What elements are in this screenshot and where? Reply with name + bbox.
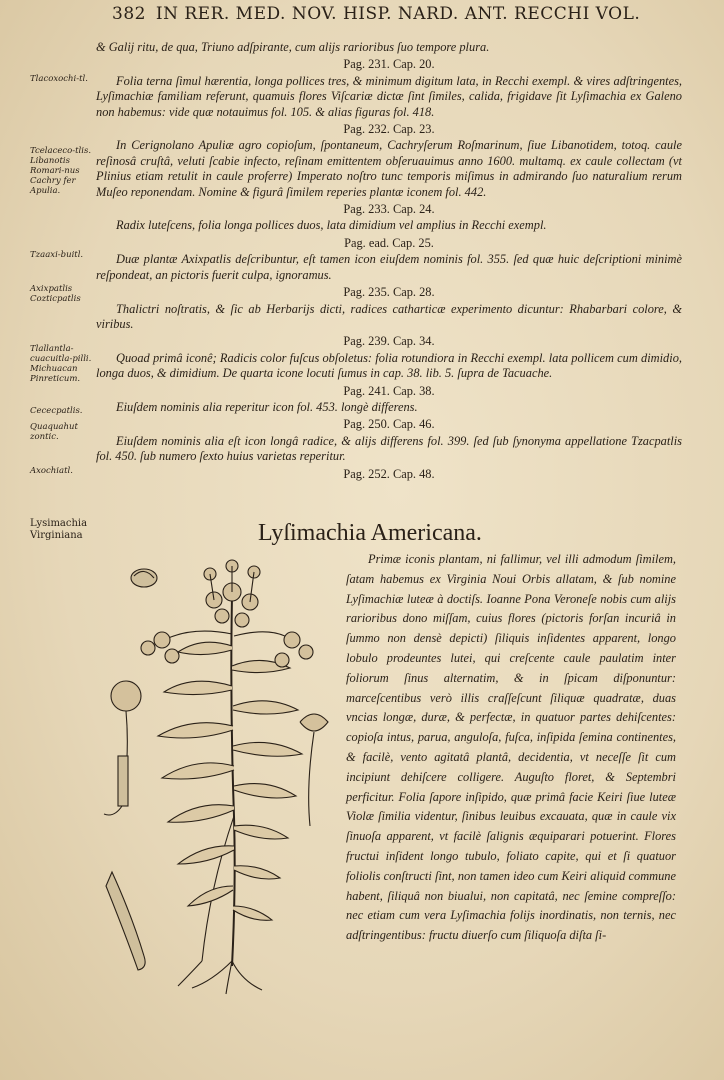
plant-illustration-icon — [92, 556, 342, 996]
paragraph: Quoad primâ iconê; Radicis color fuſcus obſoletus: folia rotundiora in Recchi exempl. lata pollicem cum dimidio, longa duos, & dimidium. De quarta icone locuti ſumus in cap. 38. lib. 5. ſupra de Tacuache. — [96, 350, 682, 381]
running-title: IN RER. MED. NOV. HISP. NARD. ANT. RECCHI VOL. — [155, 4, 641, 24]
margin-note-lysimachia: Lysimachia Virginiana — [30, 518, 88, 541]
right-column-text — [346, 550, 676, 946]
margin-note: Axochiatl. — [30, 466, 73, 476]
chapter-reference: Pag. 233. Cap. 24. — [343, 202, 435, 217]
margin-note: Cececpatlis. — [30, 406, 83, 416]
chapter-reference: Pag. 239. Cap. 34. — [343, 334, 435, 349]
margin-note: Tlacoxochi-tl. — [30, 74, 88, 84]
paragraph: Thalictri noſtratis, & ſic ab Herbarijs dicti, radices catharticæ experimento dicuntur: Rhabarbari colore, & viribus. — [96, 301, 682, 331]
paragraph: In Cerignolano Apuliæ agro copioſum, ſpontaneum, Cachryſerum Roſmarinum, ſiue Libanotidem, totoq. caule reſinosâ cruſtâ, veluti ſcabie infecto, reſinam emittentem obſeruauimus anno 1600. multamq. ex caule collectam (vt Plinius etiam retulit in caule proferre) Imperato noſtro tunc temporis miſimus in admirando ſuo naturalium rerum Muſeo reponendam. Nomine & figurâ ſimilem reperies plantæ iconem fol. 442. — [96, 138, 682, 199]
margin-note: Tzaaxi-buitl. — [30, 250, 84, 260]
paragraph: & Galij ritu, de qua, Triuno adſpirante, cum alijs rarioribus ſuo tempore plura. — [96, 40, 490, 54]
paragraph: Eiuſdem nominis alia reperitur icon fol. 453. longè differens. — [116, 399, 418, 414]
margin-note: Axixpatlis Cozticpatlis — [30, 284, 81, 304]
margin-note: Quaquahut zontic. — [30, 422, 78, 442]
paragraph: Primæ iconis plantam, ni fallimur, vel illi admodum ſimilem, ſatam habemus ex Virginia Noui Orbis allatam, & ſub nomine Lyſimachiæ luteæ à doctiſs. Ioanne Pona Veroneſe nobis cum alijs rarioribus dono miſſam, cuius flores (pictoris forſan incuriâ in ſummo non densè depicti) ſiliquis inſidentes apparent, longo lobulo prodeuntes lutei, qui creſcente caule paulatim inter foliorum ſinus alternatim, & in ſpicam diſponuntur: marceſcentibus verò illis craſſeſcunt ſiliquæ quadratæ, duas vncias longæ, duræ, & perfectæ, in quatuor partes dehiſcentes: copioſa intus, parua, anguloſa, fuſca, inſipida ſemina continentes, & facilè, vento agitatâ plantâ, decidentia, vt neceſſe ſit cum incipiunt dehiſcere colligere. Auguſto floret, & Septembri perficitur. Folia ſapore inſipido, quæ primâ facie Keiri ſiue luteæ Violæ ſimilia videntur, ſinibus leuibus excauata, quæ in caule vix ſinuoſa apparent, vt facilè ſalignis æquiparari potuerint. Flores fructui inſident longo tubulo, foliato capite, qui et ſi quatuor foliolis conſtructi ſint, non tamen ideo cum Keiri aliquid commune habent, ſiliquâ non biualui, non capitatâ, nec ſemine compreſſo: nec etiam cum vera Lyſimachia folijs inordinatis, non ternis, nec adſtringentibus: fructu diuerſo cum ſiliquoſa diſta ſi- — [346, 552, 676, 943]
chapter-reference: Pag. 232. Cap. 23. — [343, 122, 435, 137]
paragraph: Radix luteſcens, folia longa pollices duos, lata dimidium vel amplius in Recchi exempl. — [116, 218, 547, 233]
main-text — [96, 40, 682, 483]
paragraph: Folia terna ſimul hærentia, longa pollices tres, & minimum digitum lata, in Recchi exempl. & vires adſtringentes, Lyſimachiæ familiam referunt, quamuis flores Viſcariæ dictæ ſint ſimiles, calida, frigidave ſit Lyſimachia ex Galeno non habemus: vide quæ notauimus fol. 105. & alias figuras fol. 418. — [96, 73, 682, 119]
running-header — [112, 4, 712, 30]
chapter-reference: Pag. 231. Cap. 20. — [343, 57, 435, 72]
chapter-reference: Pag. ead. Cap. 25. — [344, 235, 434, 250]
chapter-reference: Pag. 235. Cap. 28. — [343, 285, 435, 300]
paragraph: Eiuſdem nominis alia eſt icon longâ radice, & alijs differens fol. 399. ſed ſub ſynonyma appellatione Tzacpatlis fol. 450. ſub numero ſexto huius varietas reperitur. — [96, 433, 682, 464]
section-title: Lyſimachia Americana. — [258, 520, 482, 546]
chapter-reference: Pag. 241. Cap. 38. — [343, 383, 435, 398]
margin-note: Tcelaceco-tlis. Libanotis Romari-nus Cachry fer Apulia. — [30, 146, 92, 196]
paragraph: Duæ plantæ Axixpatlis deſcribuntur, eſt tamen icon eiuſdem nominis fol. 355. ſed quæ huic deſcriptioni minimè reſpondeat, an pictoris fuerit culpa, ignoramus. — [96, 252, 682, 282]
chapter-reference: Pag. 252. Cap. 48. — [343, 466, 435, 481]
page-number: 382 — [112, 4, 146, 24]
chapter-reference: Pag. 250. Cap. 46. — [343, 417, 435, 432]
margin-note: Tlallantla-cuacuitla-pilli. Michuacan Pinreticum. — [30, 344, 92, 384]
